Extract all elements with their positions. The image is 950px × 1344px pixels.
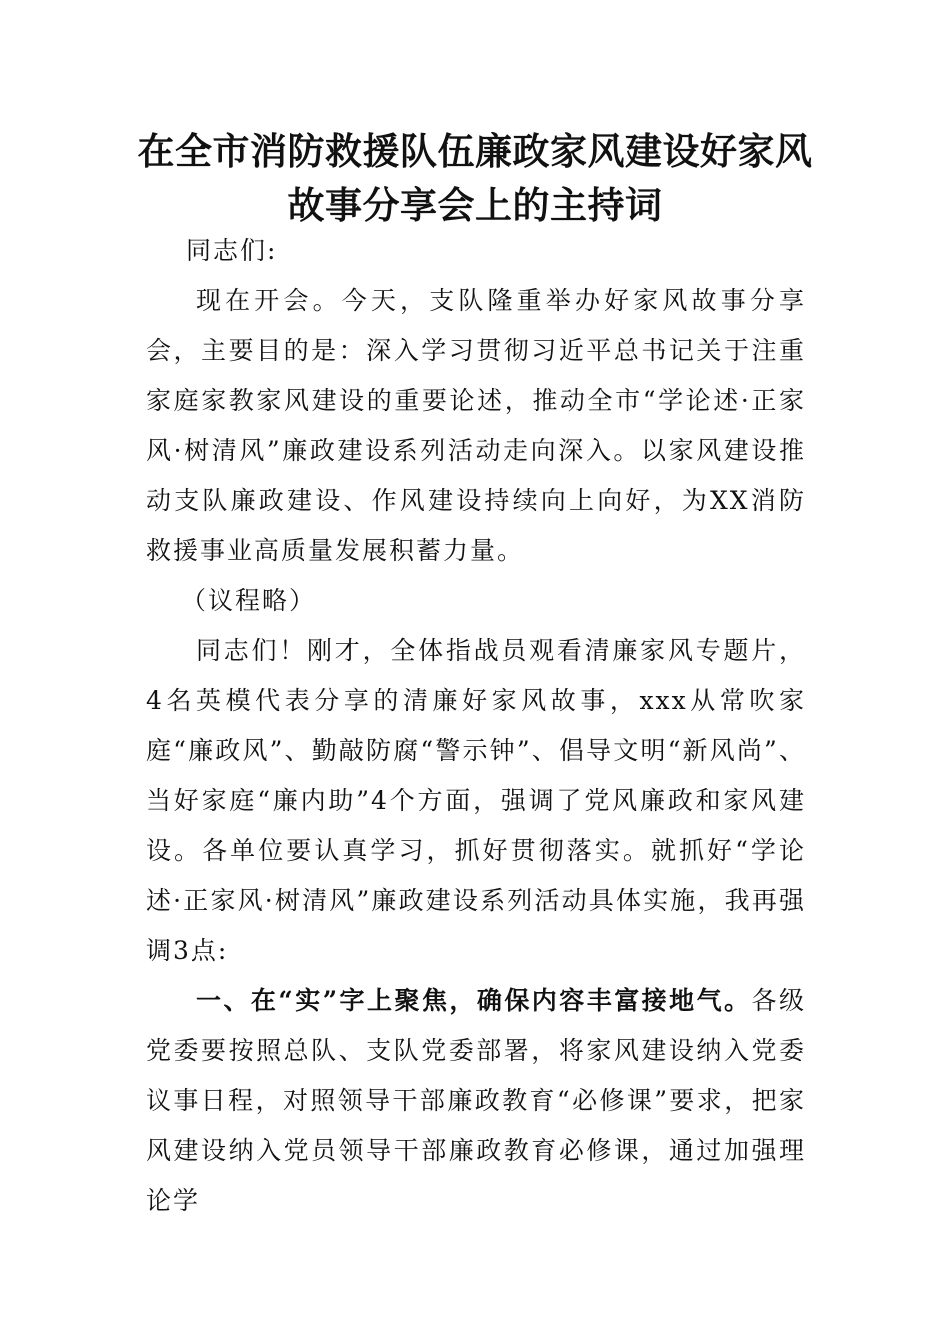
point-1-body: 各级党委要按照总队、支队党委部署，将家风建设纳入党委议事日程，对照领导干部廉政教育“必修课”要求，把家风建设纳入党员领导干部廉政教育必修课，通过加强理论学 bbox=[146, 986, 806, 1215]
paragraph-point-1 bbox=[146, 976, 806, 1226]
paragraph-opening: 现在开会。今天，支队隆重举办好家风故事分享会，主要目的是：深入学习贯彻习近平总书记关于注重家庭家教家风建设的重要论述，推动全市“学论述·正家风·树清风”廉政建设系列活动走向深入。以家风建设推动支队廉政建设、作风建设持续向上向好，为XX消防救援事业高质量发展积蓄力量。 bbox=[146, 286, 806, 565]
title-line-2: 故事分享会上的主持词 bbox=[287, 183, 663, 227]
greeting: 同志们: bbox=[186, 236, 278, 265]
point-1-heading: 一、在“实”字上聚焦，确保内容丰富接地气。 bbox=[196, 986, 752, 1015]
paragraph-summary: 同志们！刚才，全体指战员观看清廉家风专题片，4名英模代表分享的清廉好家风故事，xxx从常吹家庭“廉政风”、勤敲防腐“警示钟”、倡导文明“新风尚”、当好家庭“廉内助”4个方面，强调了党风廉政和家风建设。各单位要认真学习，抓好贯彻落实。就抓好“学论述·正家风·树清风”廉政建设系列活动具体实施，我再强调3点: bbox=[146, 636, 806, 965]
document-body bbox=[146, 226, 806, 1226]
title-line-1: 在全市消防救援队伍廉政家风建设好家风 bbox=[137, 129, 813, 173]
document-title bbox=[110, 124, 840, 232]
agenda-note: （议程略） bbox=[181, 586, 317, 615]
